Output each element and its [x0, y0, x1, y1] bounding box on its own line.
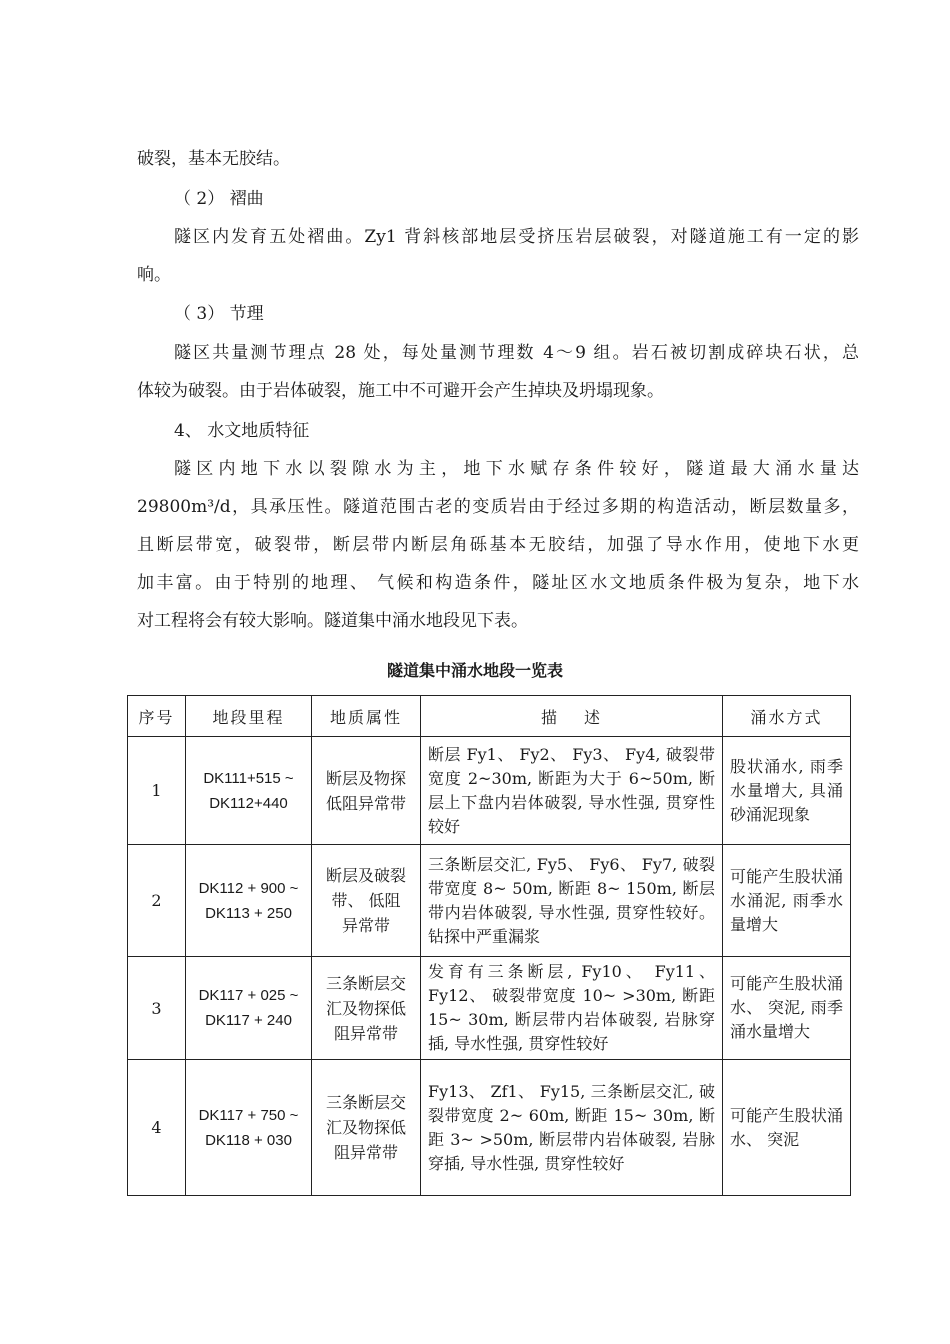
mileage-start: DK111+515 ~ [203, 769, 294, 787]
water-inflow-table [127, 695, 851, 1196]
text-line: 隧区内地下水以裂隙水为主，地下水赋存条件较好，隧道最大涌水量达 [174, 459, 859, 479]
mileage-start: DK112 + 900 ~ [198, 879, 299, 897]
header-description: 描 述 [421, 696, 723, 737]
table-row [128, 957, 851, 1060]
cell-mileage [186, 1060, 312, 1196]
text-line: 29800m³/d，具承压性。隧道范围古老的变质岩由于经过多期的构造活动，断层数量多， [137, 497, 859, 517]
table-row [128, 845, 851, 957]
mileage-start: DK117 + 750 ~ [198, 1106, 299, 1124]
cell-mileage [186, 957, 312, 1060]
cell-property: 断层及破裂带、 低阻异常带 [312, 845, 421, 957]
cell-mode: 可能产生股状涌水、 突泥, 雨季涌水量增大 [723, 957, 851, 1060]
table-title: 隧道集中涌水地段一览表 [386, 661, 563, 680]
text-line: 响。 [137, 265, 171, 285]
cell-description: Fy13、 Zf1、 Fy15, 三条断层交汇, 破裂带宽度 2~ 60m, 断距 15~ 30m, 断距 3~ >50m, 断层带内岩体破裂, 岩脉穿插, 导水性强, 贯穿性较好 [421, 1060, 723, 1196]
text-line: 破裂，基本无胶结。 [137, 149, 290, 169]
table-row [128, 737, 851, 845]
cell-mileage [186, 737, 312, 845]
header-no: 序号 [128, 696, 186, 737]
paragraph-fault-end [137, 140, 859, 178]
header-mode: 涌水方式 [723, 696, 851, 737]
cell-property: 三条断层交汇及物探低阻异常带 [312, 957, 421, 1060]
cell-mode: 股状涌水, 雨季水量增大, 具涌砂涌泥现象 [723, 737, 851, 845]
heading-joint: （ 3） 节理 [174, 304, 264, 324]
mileage-end: DK117 + 240 [205, 1012, 292, 1029]
text-line: 体较为破裂。由于岩体破裂，施工中不可避开会产生掉块及坍塌现象。 [137, 381, 664, 401]
cell-no: 3 [128, 957, 186, 1060]
header-mileage: 地段里程 [186, 696, 312, 737]
cell-no: 2 [128, 845, 186, 957]
mileage-end: DK118 + 030 [205, 1131, 292, 1149]
cell-no: 4 [128, 1060, 186, 1196]
heading-hydrogeology: 4、 水文地质特征 [174, 421, 310, 441]
table-header-row [128, 696, 851, 737]
cell-property: 三条断层交汇及物探低阻异常带 [312, 1060, 421, 1196]
mileage-end: DK113 + 250 [205, 904, 292, 922]
text-line: 隧区共量测节理点 28 处，每处量测节理数 4～9 组。岩石被切割成碎块石状，总 [174, 343, 859, 363]
cell-description: 发育有三条断层, Fy10、 Fy11、 Fy12、 破裂带宽度 10~ >30m, 断距 15~ 30m, 断层带内岩体破裂, 岩脉穿插, 导水性强, 贯穿性较好 [421, 957, 723, 1060]
paragraph-hydrogeology [137, 450, 859, 640]
cell-mode: 可能产生股状涌水涌泥, 雨季水量增大 [723, 845, 851, 957]
cell-mode: 可能产生股状涌水、 突泥 [723, 1060, 851, 1196]
text-line: 隧区内发育五处褶曲。Zy1 背斜核部地层受挤压岩层破裂，对隧道施工有一定的影 [174, 227, 859, 247]
cell-description: 断层 Fy1、 Fy2、 Fy3、 Fy4, 破裂带宽度 2~30m, 断距为大于 6~50m, 断层上下盘内岩体破裂, 导水性强, 贯穿性较好 [421, 737, 723, 845]
mileage-start: DK117 + 025 ~ [198, 987, 299, 1004]
header-property: 地质属性 [312, 696, 421, 737]
table-row [128, 1060, 851, 1196]
cell-mileage [186, 845, 312, 957]
paragraph-fold [137, 218, 859, 294]
text-line: 对工程将会有较大影响。隧道集中涌水地段见下表。 [137, 611, 528, 631]
text-line: 且断层带宽，破裂带，断层带内断层角砾基本无胶结，加强了导水作用，使地下水更 [137, 535, 859, 555]
paragraph-joint [137, 334, 859, 410]
text-line: 加丰富。由于特别的地理、 气候和构造条件，隧址区水文地质条件极为复杂，地下水 [137, 573, 859, 593]
cell-description: 三条断层交汇, Fy5、 Fy6、 Fy7, 破裂带宽度 8~ 50m, 断距 8~ 150m, 断层带内岩体破裂, 导水性强, 贯穿性较好。钻探中严重漏浆 [421, 845, 723, 957]
heading-fold: （ 2） 褶曲 [174, 189, 264, 209]
cell-no: 1 [128, 737, 186, 845]
cell-property: 断层及物探低阻异常带 [312, 737, 421, 845]
mileage-end: DK112+440 [209, 794, 288, 812]
